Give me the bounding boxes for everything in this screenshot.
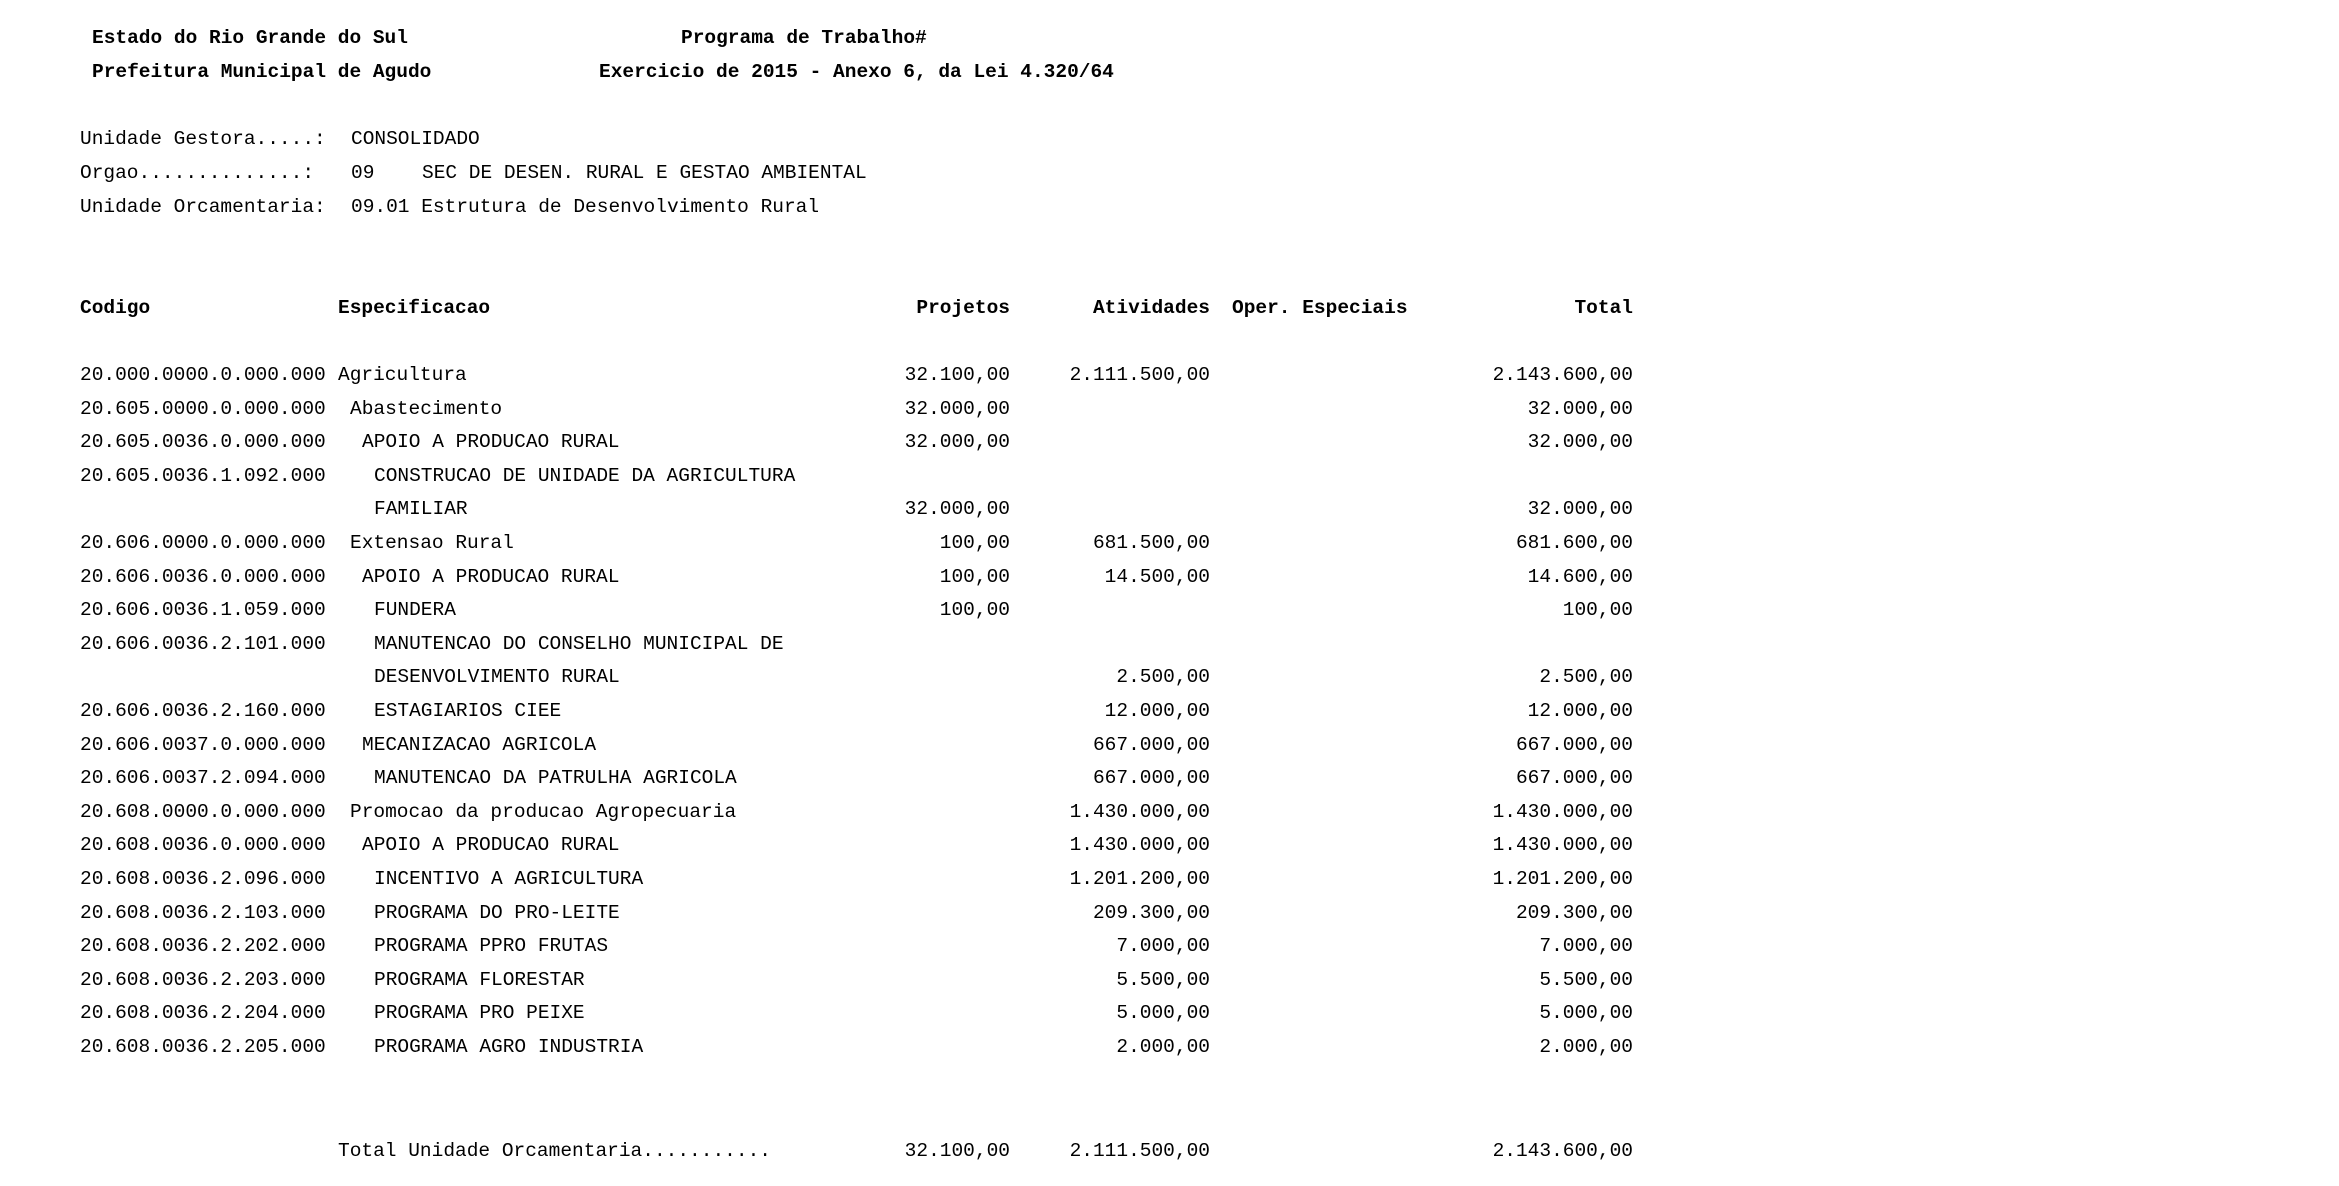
row-codigo: 20.608.0036.0.000.000	[80, 834, 326, 856]
row-projetos: 100,00	[939, 566, 1010, 588]
row-especificacao: PROGRAMA FLORESTAR	[374, 969, 585, 991]
row-especificacao: APOIO A PRODUCAO RURAL	[362, 431, 620, 453]
column-header-oper-especiais: Oper. Especiais	[1232, 297, 1408, 319]
row-codigo: 20.606.0037.2.094.000	[80, 767, 326, 789]
row-total: 2.143.600,00	[1492, 364, 1633, 386]
row-projetos: 32.000,00	[904, 398, 1010, 420]
total-geral: 2.143.600,00	[1492, 1140, 1633, 1162]
row-especificacao: APOIO A PRODUCAO RURAL	[362, 834, 620, 856]
row-total: 7.000,00	[1539, 935, 1633, 957]
unidade-gestora-label: Unidade Gestora.....:	[80, 128, 326, 150]
row-projetos: 32.000,00	[904, 498, 1010, 520]
row-codigo: 20.608.0036.2.202.000	[80, 935, 326, 957]
row-total: 2.500,00	[1539, 666, 1633, 688]
row-atividades: 12.000,00	[1104, 700, 1210, 722]
row-codigo: 20.606.0036.2.101.000	[80, 633, 326, 655]
row-codigo: 20.605.0000.0.000.000	[80, 398, 326, 420]
row-especificacao: MECANIZACAO AGRICOLA	[362, 734, 597, 756]
header-state: Estado do Rio Grande do Sul	[92, 27, 408, 49]
total-atividades: 2.111.500,00	[1069, 1140, 1210, 1162]
row-codigo: 20.000.0000.0.000.000	[80, 364, 326, 386]
row-total: 1.201.200,00	[1492, 868, 1633, 890]
row-atividades: 209.300,00	[1092, 902, 1210, 924]
row-especificacao: Abastecimento	[350, 398, 503, 420]
row-total: 5.500,00	[1539, 969, 1633, 991]
row-total: 209.300,00	[1515, 902, 1633, 924]
row-especificacao: APOIO A PRODUCAO RURAL	[362, 566, 620, 588]
row-total: 667.000,00	[1515, 767, 1633, 789]
row-total: 32.000,00	[1527, 398, 1633, 420]
row-total: 32.000,00	[1527, 498, 1633, 520]
unidade-orcamentaria-value: 09.01 Estrutura de Desenvolvimento Rural	[351, 196, 820, 218]
row-codigo: 20.606.0037.0.000.000	[80, 734, 326, 756]
row-total: 14.600,00	[1527, 566, 1633, 588]
row-codigo: 20.606.0036.1.059.000	[80, 599, 326, 621]
column-header-atividades: Atividades	[1092, 297, 1210, 319]
row-codigo: 20.608.0036.2.205.000	[80, 1036, 326, 1058]
header-exercise: Exercicio de 2015 - Anexo 6, da Lei 4.320/64	[599, 61, 1114, 83]
orgao-code: 09	[351, 162, 375, 184]
unidade-orcamentaria-label: Unidade Orcamentaria:	[80, 196, 326, 218]
row-atividades: 681.500,00	[1092, 532, 1210, 554]
row-especificacao: PROGRAMA AGRO INDUSTRIA	[374, 1036, 644, 1058]
row-atividades: 2.111.500,00	[1069, 364, 1210, 386]
row-atividades: 2.000,00	[1116, 1036, 1210, 1058]
orgao-name: SEC DE DESEN. RURAL E GESTAO AMBIENTAL	[422, 162, 867, 184]
row-atividades: 667.000,00	[1092, 734, 1210, 756]
row-total: 681.600,00	[1515, 532, 1633, 554]
row-projetos: 32.100,00	[904, 364, 1010, 386]
row-total: 1.430.000,00	[1492, 834, 1633, 856]
row-especificacao: MANUTENCAO DA PATRULHA AGRICOLA	[374, 767, 737, 789]
row-especificacao: Promocao da producao Agropecuaria	[350, 801, 737, 823]
row-atividades: 7.000,00	[1116, 935, 1210, 957]
row-codigo: 20.606.0036.2.160.000	[80, 700, 326, 722]
row-codigo: 20.608.0036.2.204.000	[80, 1002, 326, 1024]
row-especificacao: DESENVOLVIMENTO RURAL	[374, 666, 620, 688]
row-especificacao: Agricultura	[338, 364, 467, 386]
row-atividades: 5.500,00	[1116, 969, 1210, 991]
row-especificacao: FUNDERA	[374, 599, 456, 621]
row-atividades: 1.430.000,00	[1069, 801, 1210, 823]
header-program-title: Programa de Trabalho#	[681, 27, 927, 49]
row-total: 2.000,00	[1539, 1036, 1633, 1058]
total-projetos: 32.100,00	[904, 1140, 1010, 1162]
column-header-especificacao: Especificacao	[338, 297, 491, 319]
row-especificacao: Extensao Rural	[350, 532, 514, 554]
row-projetos: 100,00	[939, 532, 1010, 554]
row-total: 12.000,00	[1527, 700, 1633, 722]
row-especificacao: MANUTENCAO DO CONSELHO MUNICIPAL DE	[374, 633, 784, 655]
row-codigo: 20.605.0036.1.092.000	[80, 465, 326, 487]
column-header-codigo: Codigo	[80, 297, 151, 319]
row-projetos: 32.000,00	[904, 431, 1010, 453]
row-codigo: 20.608.0036.2.096.000	[80, 868, 326, 890]
row-atividades: 667.000,00	[1092, 767, 1210, 789]
row-codigo: 20.608.0000.0.000.000	[80, 801, 326, 823]
row-codigo: 20.608.0036.2.203.000	[80, 969, 326, 991]
orgao-label: Orgao..............:	[80, 162, 315, 184]
row-codigo: 20.606.0036.0.000.000	[80, 566, 326, 588]
unidade-gestora-value: CONSOLIDADO	[351, 128, 480, 150]
row-especificacao: ESTAGIARIOS CIEE	[374, 700, 562, 722]
column-header-total: Total	[1574, 297, 1633, 319]
row-especificacao: PROGRAMA PPRO FRUTAS	[374, 935, 609, 957]
row-especificacao: PROGRAMA DO PRO-LEITE	[374, 902, 620, 924]
row-especificacao: CONSTRUCAO DE UNIDADE DA AGRICULTURA	[374, 465, 796, 487]
row-total: 1.430.000,00	[1492, 801, 1633, 823]
row-total: 667.000,00	[1515, 734, 1633, 756]
row-atividades: 14.500,00	[1104, 566, 1210, 588]
row-codigo: 20.608.0036.2.103.000	[80, 902, 326, 924]
row-atividades: 1.430.000,00	[1069, 834, 1210, 856]
row-atividades: 2.500,00	[1116, 666, 1210, 688]
row-total: 32.000,00	[1527, 431, 1633, 453]
row-total: 5.000,00	[1539, 1002, 1633, 1024]
row-total: 100,00	[1562, 599, 1633, 621]
total-unidade-label: Total Unidade Orcamentaria...........	[338, 1140, 771, 1162]
row-especificacao: PROGRAMA PRO PEIXE	[374, 1002, 585, 1024]
row-codigo: 20.606.0000.0.000.000	[80, 532, 326, 554]
header-municipality: Prefeitura Municipal de Agudo	[92, 61, 432, 83]
column-header-projetos: Projetos	[916, 297, 1010, 319]
row-especificacao: FAMILIAR	[374, 498, 468, 520]
row-atividades: 5.000,00	[1116, 1002, 1210, 1024]
row-projetos: 100,00	[939, 599, 1010, 621]
row-codigo: 20.605.0036.0.000.000	[80, 431, 326, 453]
row-especificacao: INCENTIVO A AGRICULTURA	[374, 868, 644, 890]
row-atividades: 1.201.200,00	[1069, 868, 1210, 890]
